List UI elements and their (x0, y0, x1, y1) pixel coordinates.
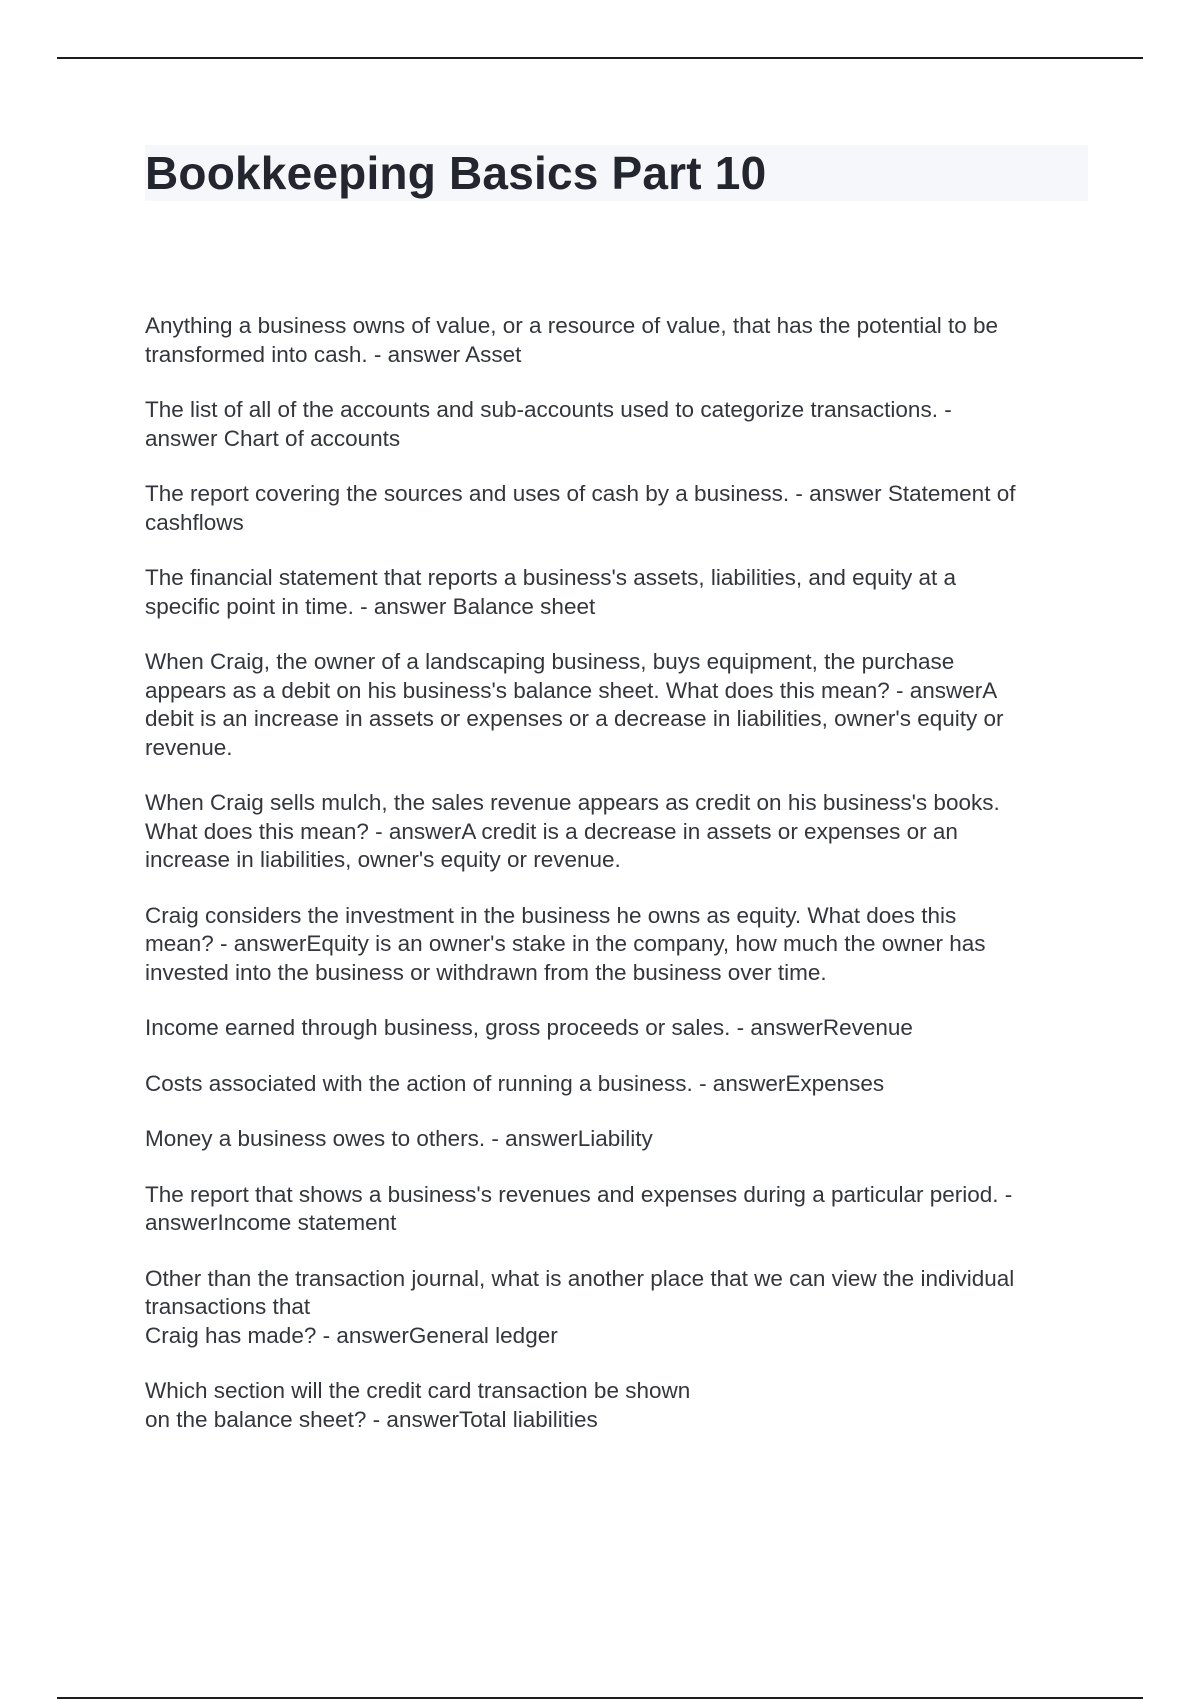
qa-item (145, 1070, 1090, 1099)
qa-line: The financial statement that reports a business's assets, liabilities, and equity at a (145, 565, 956, 590)
qa-line: When Craig sells mulch, the sales revenue appears as credit on his business's books. (145, 790, 1000, 815)
qa-line: The report covering the sources and uses of cash by a business. - answer Statement of (145, 481, 1016, 506)
qa-item (145, 648, 1090, 762)
qa-item (145, 1014, 1090, 1043)
qa-item (145, 564, 1090, 621)
qa-item (145, 1181, 1090, 1238)
qa-line: Craig considers the investment in the business he owns as equity. What does this (145, 902, 957, 928)
qa-line: revenue. (145, 734, 233, 760)
qa-line: on the balance sheet? - answerTotal liabilities (145, 1406, 598, 1432)
footer-rule (57, 1697, 1143, 1699)
header-rule (57, 57, 1143, 59)
qa-line: Other than the transaction journal, what is another place that we can view the individual (145, 1265, 1015, 1291)
qa-line: Money a business owes to others. - answerLiability (145, 1126, 653, 1151)
qa-line: transactions that (145, 1294, 311, 1319)
qa-line: Income earned through business, gross proceeds or sales. - answerRevenue (145, 1015, 913, 1040)
qa-item (145, 1377, 1090, 1434)
qa-item (145, 312, 1090, 369)
qa-item (145, 789, 1090, 875)
qa-line: Anything a business owns of value, or a resource of value, that has the potential to be (145, 313, 999, 338)
qa-line: Which section will the credit card transaction be shown (145, 1378, 691, 1403)
qa-line: cashflows (145, 509, 244, 535)
qa-line: appears as a debit on his business's balance sheet. What does this mean? - answerA (145, 677, 998, 703)
qa-line: The list of all of the accounts and sub-accounts used to categorize transactions. - (145, 397, 952, 422)
qa-line: The report that shows a business's revenues and expenses during a particular period. - (145, 1181, 1013, 1207)
qa-line: What does this mean? - answerA credit is a decrease in assets or expenses or an (145, 818, 958, 844)
qa-line: increase in liabilities, owner's equity or revenue. (145, 847, 621, 872)
qa-item (145, 1125, 1090, 1154)
qa-line: When Craig, the owner of a landscaping business, buys equipment, the purchase (145, 649, 955, 674)
qa-line: mean? - answerEquity is an owner's stake in the company, how much the owner has (145, 931, 986, 956)
qa-line: answerIncome statement (145, 1210, 397, 1235)
qa-line: specific point in time. - answer Balance sheet (145, 593, 596, 619)
qa-item (145, 396, 1090, 453)
qa-item (145, 1265, 1090, 1351)
qa-line: invested into the business or withdrawn from the business over time. (145, 959, 827, 985)
page-title: Bookkeeping Basics Part 10 (145, 147, 767, 199)
qa-list (145, 312, 1090, 1461)
qa-line: answer Chart of accounts (145, 425, 401, 451)
qa-item (145, 480, 1090, 537)
qa-line: debit is an increase in assets or expenses or a decrease in liabilities, owner's equity or (145, 706, 1004, 731)
qa-line: transformed into cash. - answer Asset (145, 341, 522, 367)
qa-line: Craig has made? - answerGeneral ledger (145, 1322, 558, 1348)
qa-line: Costs associated with the action of running a business. - answerExpenses (145, 1070, 885, 1096)
qa-item (145, 902, 1090, 988)
